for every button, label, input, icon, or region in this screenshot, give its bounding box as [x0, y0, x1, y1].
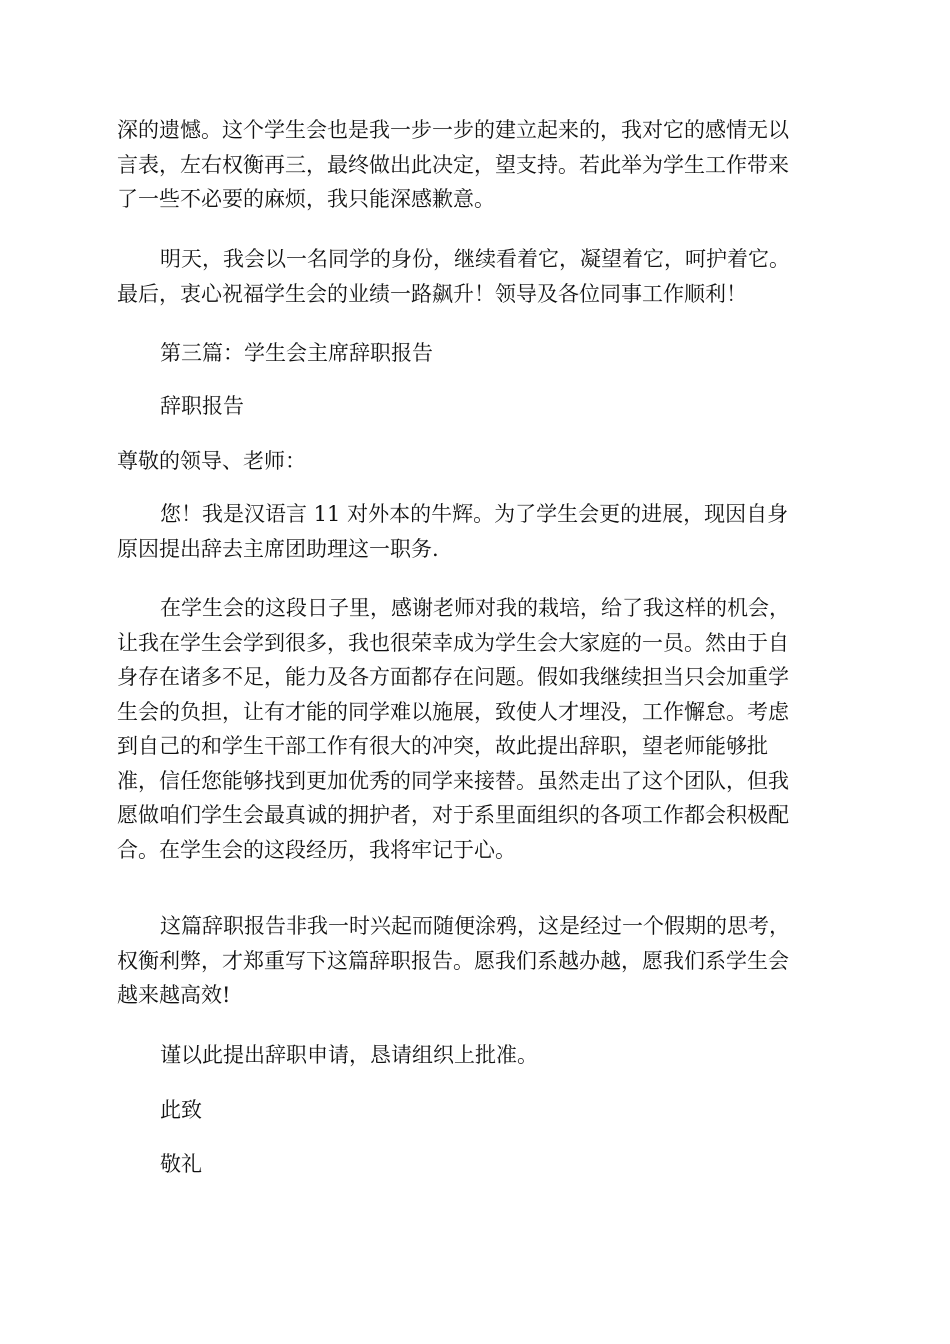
text-line: 愿做咱们学生会最真诚的拥护者，对于系里面组织的各项工作都会积极配 [117, 803, 789, 827]
text-line: 第三篇：学生会主席辞职报告 [160, 341, 433, 365]
text-line: 原因提出辞去主席团助理这一职务. [117, 536, 439, 561]
paragraph [117, 242, 833, 311]
text-line: 辞职报告 [160, 394, 244, 418]
closing [117, 1093, 833, 1128]
paragraph [117, 497, 833, 566]
text-line: 您！我是汉语言 11 对外本的牛辉。为了学生会更的进展，现因自身 [160, 502, 789, 526]
text-line: 敬礼 [160, 1152, 202, 1176]
text-line: 这篇辞职报告非我一时兴起而随便涂鸦，这是经过一个假期的思考， [160, 914, 790, 938]
text-line: 在学生会的这段日子里，感谢老师对我的栽培，给了我这样的机会， [160, 596, 790, 620]
text-line: 谨以此提出辞职申请，恳请组织上批准。 [160, 1043, 538, 1067]
text-line: 深的遗憾。这个学生会也是我一步一步的建立起来的，我对它的感情无以 [117, 118, 789, 142]
paragraph [117, 113, 833, 217]
text-line: 让我在学生会学到很多，我也很荣幸成为学生会大家庭的一员。然由于自 [117, 630, 789, 655]
salutation [117, 444, 833, 479]
text-line: 明天，我会以一名同学的身份，继续看着它，凝望着它，呵护着它。 [160, 247, 790, 271]
text-line: 尊敬的领导、老师： [117, 449, 306, 473]
paragraph [117, 1038, 833, 1073]
text-line: 身存在诸多不足，能力及各方面都存在问题。假如我继续担当只会加重学 [117, 665, 789, 689]
text-line: 言表，左右权衡再三，最终做出此决定，望支持。若此举为学生工作带来 [117, 152, 789, 177]
text-line: 最后，衷心祝福学生会的业绩一路飙升！领导及各位同事工作顺利！ [117, 281, 747, 306]
text-line: 此致 [160, 1098, 202, 1122]
text-line: 越来越高效! [117, 983, 231, 1007]
text-line: 了一些不必要的麻烦，我只能深感歉意。 [117, 187, 495, 211]
paragraph [117, 909, 833, 1013]
section-title [117, 336, 833, 371]
text-line: 权衡利弊，才郑重写下这篇辞职报告。愿我们系越办越，愿我们系学生会 [117, 948, 789, 973]
report-title [117, 389, 833, 424]
paragraph [117, 591, 833, 867]
text-line: 生会的负担，让有才能的同学难以施展，致使人才埋没，工作懈怠。考虑 [117, 699, 789, 724]
closing [117, 1147, 833, 1182]
text-line: 合。在学生会的这段经历，我将牢记于心。 [117, 837, 516, 862]
text-line: 准，信任您能够找到更加优秀的同学来接替。虽然走出了这个团队，但我 [117, 768, 789, 793]
text-line: 到自己的和学生干部工作有很大的冲突，故此提出辞职，望老师能够批 [117, 734, 768, 758]
